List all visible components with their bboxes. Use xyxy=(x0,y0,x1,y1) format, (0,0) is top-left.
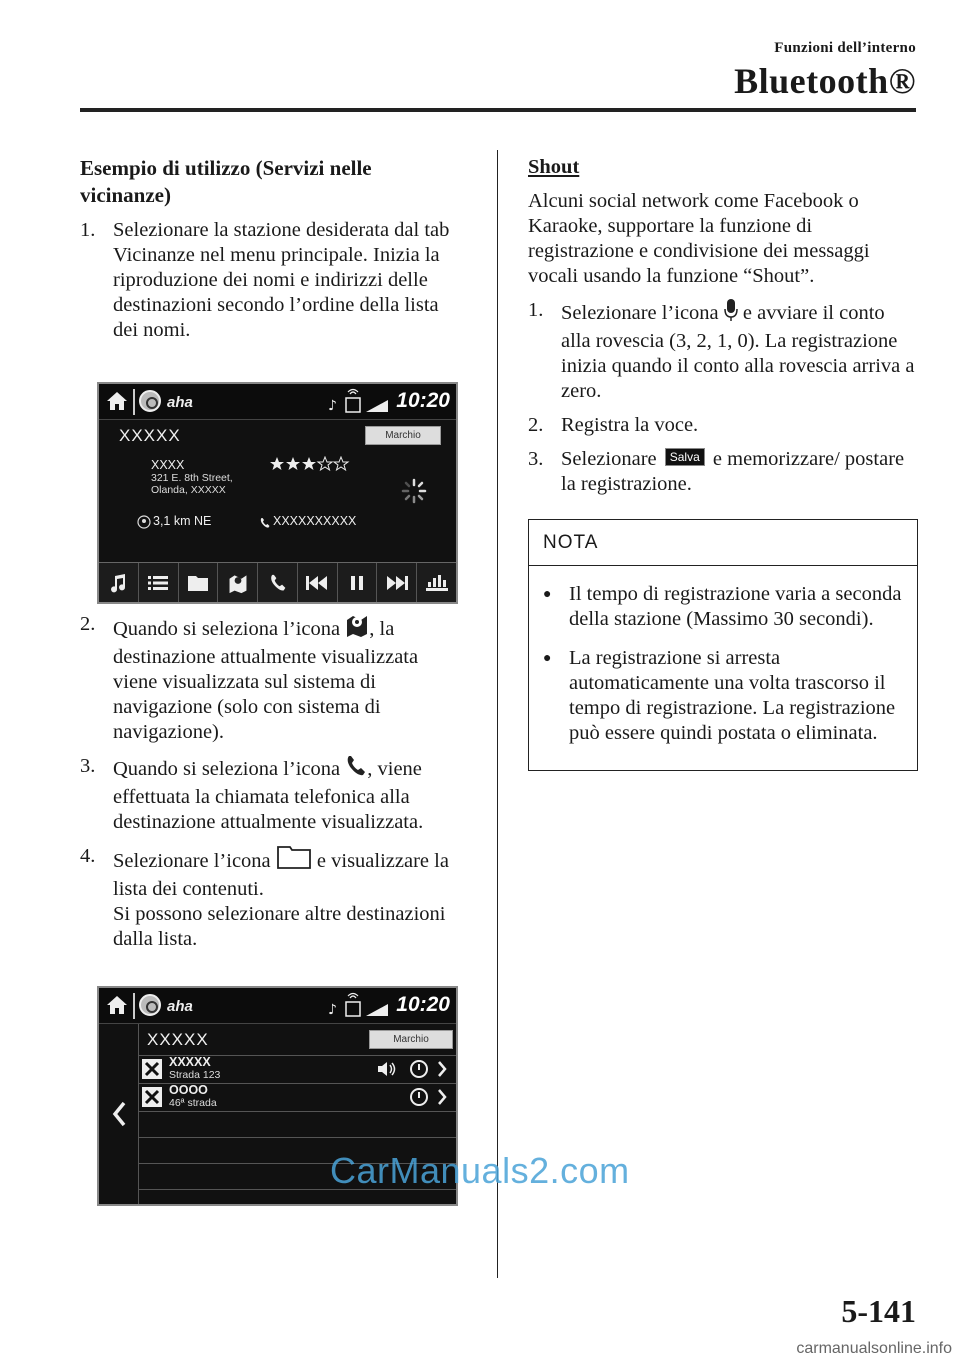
chevron-right-icon[interactable] xyxy=(437,1088,447,1111)
page-number: 5-141 xyxy=(841,1293,916,1329)
bullet-text: La registrazione si arresta automaticamente una volta trascorso il tempo di registrazione. La registrazione può essere quindi postata o eliminata. xyxy=(569,647,896,744)
back-button[interactable] xyxy=(99,1024,139,1204)
step-text-post: e visualizzare la lista dei contenuti. xyxy=(113,850,449,900)
step-text-pre: Selezionare l’icona xyxy=(561,302,719,324)
usage-example-heading: Esempio di utilizzo (Servizi nelle vicinanze) xyxy=(80,156,372,207)
chevron-left-icon xyxy=(112,1101,126,1127)
status-icons xyxy=(328,992,390,1025)
step-text xyxy=(113,754,465,835)
clock: 10:20 xyxy=(396,389,450,412)
item-sub: 46ª strada xyxy=(169,1097,217,1109)
shout-heading: Shout xyxy=(528,156,580,178)
pause-icon xyxy=(351,575,363,591)
step-1 xyxy=(528,298,918,404)
brand-button[interactable]: Marchio xyxy=(365,426,441,445)
distance-text: 3,1 km NE xyxy=(153,514,212,528)
step-text-post: e avviare il conto alla rovescia (3, 2, 1, 0). La registrazione inizia quando il conto alla rovescia arriva a zero. xyxy=(561,302,915,402)
step-text-pre: Quando si seleziona l’icona xyxy=(113,758,341,780)
call-button[interactable] xyxy=(258,563,298,602)
aha-logo-icon xyxy=(139,390,161,412)
note-box xyxy=(528,519,918,771)
step-number: 2. xyxy=(80,613,96,635)
step-number: 2. xyxy=(528,414,544,436)
folder-icon xyxy=(187,574,209,592)
location-icon xyxy=(137,515,151,534)
next-button[interactable] xyxy=(377,563,417,602)
info-icon[interactable] xyxy=(409,1059,429,1084)
note-bullet xyxy=(543,582,903,632)
pause-button[interactable] xyxy=(338,563,378,602)
step-text: Selezionare la stazione desiderata dal tab Vicinanze nel menu principale. Inizia la riproduzione dei nomi e indirizzi delle destinazioni secondo l’ordine della lista dei nomi. xyxy=(113,219,450,341)
station-title: XXXXX xyxy=(147,1030,209,1049)
step-text: Registra la voce. xyxy=(561,414,699,436)
step-2 xyxy=(80,612,465,745)
chevron-right-icon[interactable] xyxy=(437,1060,447,1083)
previous-button[interactable] xyxy=(298,563,338,602)
note-bullet xyxy=(543,646,903,746)
step-4 xyxy=(80,844,465,952)
clock: 10:20 xyxy=(396,993,450,1016)
bullet-dot: ● xyxy=(543,587,552,602)
equalizer-button[interactable] xyxy=(417,563,456,602)
save-button: Salva xyxy=(665,448,705,466)
equalizer-icon xyxy=(426,574,448,592)
note-body xyxy=(529,566,917,770)
section-title: Funzioni dell’interno xyxy=(774,40,916,56)
navigation-button[interactable] xyxy=(218,563,258,602)
music-note-icon xyxy=(109,573,127,593)
skip-back-icon xyxy=(306,575,328,591)
navigation-icon xyxy=(345,612,369,645)
home-icon[interactable] xyxy=(105,994,129,1021)
step-text xyxy=(113,844,465,952)
app-name: aha xyxy=(167,394,193,411)
note-title: NOTA xyxy=(529,520,917,566)
list-item[interactable] xyxy=(139,1084,456,1112)
phone-number: XXXXXXXXXX xyxy=(273,514,357,528)
step-number: 1. xyxy=(528,299,544,321)
item-name: XXXXX xyxy=(169,1055,211,1069)
step-text xyxy=(113,612,465,745)
watermark: CarManuals2.com xyxy=(330,1150,630,1191)
shout-intro: Alcuni social network come Facebook o Karaoke, supportare la funzione di registrazione e condivisione dei messaggi vocali usando la funzione “Shout”. xyxy=(528,190,870,287)
folder-icon xyxy=(276,844,312,877)
bullet-dot: ● xyxy=(543,651,552,666)
page-title: Bluetooth® xyxy=(734,61,916,101)
step-text-line2: Si possono selezionare altre destinazioni dalla lista. xyxy=(113,903,446,950)
step-1 xyxy=(80,218,465,343)
step-number: 4. xyxy=(80,845,96,867)
destination-name: XXXX xyxy=(151,458,185,472)
app-name: aha xyxy=(167,998,193,1015)
right-column xyxy=(528,155,918,771)
station-title: XXXXX xyxy=(119,426,181,445)
step-number: 3. xyxy=(80,755,96,777)
step-text-post: e memorizzare/ postare la registrazione. xyxy=(561,448,905,495)
footer-url: carmanualsonline.info xyxy=(796,1340,952,1357)
phone-icon xyxy=(345,754,367,785)
music-button[interactable] xyxy=(99,563,139,602)
status-icons xyxy=(328,388,390,421)
divider xyxy=(133,389,135,415)
list-item-empty xyxy=(139,1112,456,1138)
svg-text:♪: ♪ xyxy=(328,1002,337,1018)
step-3 xyxy=(528,447,918,497)
brand-button[interactable]: Marchio xyxy=(369,1030,453,1049)
folder-button[interactable] xyxy=(179,563,219,602)
status-bar xyxy=(99,988,456,1024)
rating-stars xyxy=(269,456,353,477)
close-box-icon xyxy=(142,1087,162,1112)
step-text xyxy=(561,298,918,404)
list-button[interactable] xyxy=(139,563,179,602)
aha-logo-icon xyxy=(139,994,161,1016)
step-number: 1. xyxy=(80,219,96,241)
step-text-pre: Selezionare l’icona xyxy=(113,850,271,872)
info-icon[interactable] xyxy=(409,1087,429,1112)
header-rule xyxy=(80,108,916,112)
step-text-post: , la destinazione attualmente visualizzata viene visualizzata sul sistema di navigazione (solo con sistema di navigazione). xyxy=(113,618,419,743)
list-icon xyxy=(148,575,168,591)
address-line-2: Olanda, XXXXX xyxy=(151,484,226,496)
svg-text:♪: ♪ xyxy=(328,398,337,414)
step-text-post: , viene effettuata la chiamata telefonica alla destinazione attualmente visualizzata. xyxy=(113,758,424,833)
phone-icon xyxy=(269,573,287,593)
skip-forward-icon xyxy=(386,575,408,591)
microphone-icon xyxy=(724,298,738,329)
status-bar xyxy=(99,384,456,420)
list-header xyxy=(139,1024,456,1056)
step-number: 3. xyxy=(528,448,544,470)
step-3 xyxy=(80,754,465,835)
close-box-icon xyxy=(142,1059,162,1084)
toolbar xyxy=(99,562,456,602)
column-divider xyxy=(497,150,498,1278)
address-line-1: 321 E. 8th Street, xyxy=(151,472,233,484)
item-sub: Strada 123 xyxy=(169,1069,221,1081)
home-icon[interactable] xyxy=(105,390,129,417)
bullet-text: Il tempo di registrazione varia a seconda della stazione (Massimo 30 secondi). xyxy=(569,583,902,630)
speaker-icon xyxy=(377,1060,397,1083)
step-2 xyxy=(528,413,918,438)
divider xyxy=(133,993,135,1019)
step-text-pre: Selezionare xyxy=(561,448,657,470)
step-text xyxy=(561,447,918,497)
step-text-pre: Quando si seleziona l’icona xyxy=(113,618,341,640)
loading-spinner-icon xyxy=(401,478,427,509)
item-name: OOOO xyxy=(169,1083,208,1097)
list-item[interactable] xyxy=(139,1056,456,1084)
aha-station-screen xyxy=(97,382,458,604)
navigation-icon xyxy=(227,572,249,594)
phone-small-icon xyxy=(259,516,271,534)
